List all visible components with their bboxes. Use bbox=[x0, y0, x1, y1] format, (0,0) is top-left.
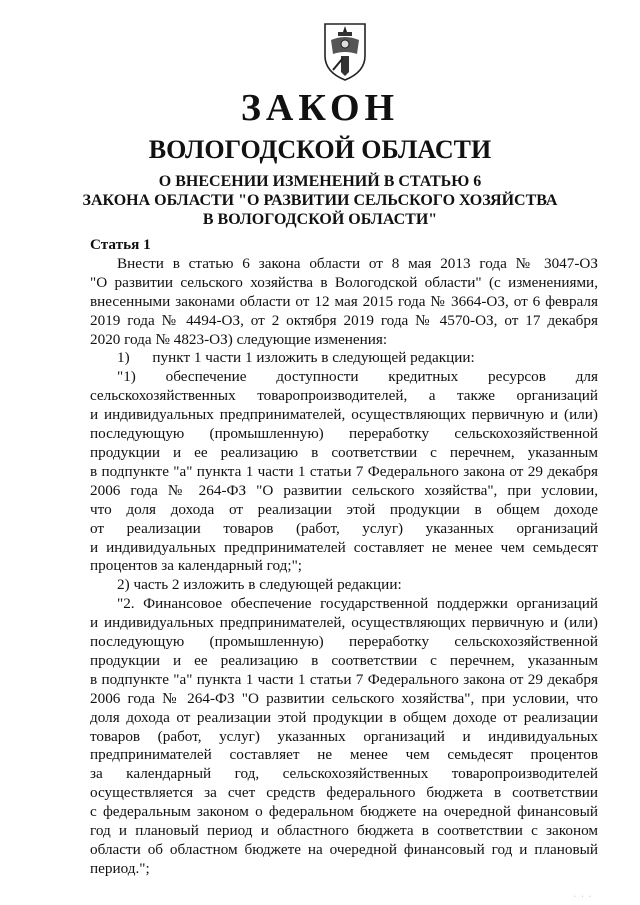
text-line: продукции и ее реализацию в соответствии с перечнем, указанным bbox=[90, 651, 598, 669]
text-line: год и плановый период и областного бюджета в соответствии с законом bbox=[90, 822, 598, 840]
text-line: Внести в статью 6 закона области от 8 мая 2013 года № 3047-ОЗ bbox=[117, 254, 598, 272]
vologda-coat-of-arms-icon bbox=[321, 20, 369, 82]
text-line: от реализации товаров (работ, услуг) указанных организаций bbox=[90, 519, 598, 537]
text-line: сельскохозяйственных товаропроизводителей, а также организаций bbox=[90, 387, 598, 405]
page-mark: · · · bbox=[574, 894, 593, 900]
subtitle-line: ЗАКОНА ОБЛАСТИ "О РАЗВИТИИ СЕЛЬСКОГО ХОЗЯЙСТВА bbox=[82, 192, 558, 209]
subtitle-line: О ВНЕСЕНИИ ИЗМЕНЕНИЙ В СТАТЬЮ 6 bbox=[158, 173, 482, 190]
document-subtitle bbox=[80, 172, 560, 229]
text-line: в подпункте "а" пункта 1 части 1 статьи 7 Федерального закона от 29 декабря bbox=[90, 670, 598, 688]
document-region: ВОЛОГОДСКОЙ ОБЛАСТИ bbox=[148, 135, 492, 164]
text-line: в подпункте "а" пункта 1 части 1 статьи 7 Федерального закона от 29 декабря bbox=[90, 462, 598, 480]
text-line: последующую (промышленную) переработку сельскохозяйственной bbox=[90, 633, 598, 651]
text-line: с федеральным законом о федеральном бюджете на очередной финансовый bbox=[90, 803, 598, 821]
text-line: и индивидуальных предпринимателей, осуществляющих первичную и (или) bbox=[90, 406, 598, 424]
text-line: "О развитии сельского хозяйства в Вологодской области" (с изменениями, bbox=[90, 273, 598, 291]
text-line: "1) обеспечение доступности кредитных ресурсов для bbox=[117, 368, 598, 386]
text-line: что доля дохода от реализации этой продукции в общем доходе bbox=[90, 500, 598, 518]
text-line: и индивидуальных предпринимателей составляет не менее чем семьдесят bbox=[90, 538, 598, 556]
text-line: 2019 года № 4494-ОЗ, от 2 октября 2019 года № 4570-ОЗ, от 17 декабря bbox=[90, 311, 598, 329]
text-line: товаров (работ, услуг) указанных организаций и индивидуальных bbox=[90, 727, 598, 745]
text-line: области об областном бюджете на очередной финансовый год и плановый bbox=[90, 841, 598, 858]
text-line: осуществляется за счет средств федерального бюджета в соответствии bbox=[90, 784, 598, 802]
text-line: и индивидуальных предпринимателей, осуществляющих первичную и (или) bbox=[90, 614, 598, 632]
text-line: доля дохода от реализации этой продукции в общем доходе от реализации bbox=[90, 708, 598, 726]
text-line: за календарный год, сельскохозяйственных товаропроизводителей bbox=[90, 765, 598, 783]
text-line: последующую (промышленную) переработку сельскохозяйственной bbox=[90, 425, 598, 443]
text-line: 1) пункт 1 части 1 изложить в следующей редакции: bbox=[117, 349, 475, 367]
text-line: процентов за календарный год;"; bbox=[90, 557, 303, 575]
text-line: 2) часть 2 изложить в следующей редакции: bbox=[117, 576, 402, 594]
document-title: ЗАКОН bbox=[240, 87, 400, 129]
article-heading: Статья 1 bbox=[90, 236, 151, 253]
text-line: период."; bbox=[90, 859, 150, 877]
text-line: 2020 года № 4823-ОЗ) следующие изменения: bbox=[90, 330, 388, 348]
text-line: 2006 года № 264-ФЗ "О развитии сельского хозяйства", при условии, что bbox=[90, 689, 598, 707]
article-body bbox=[90, 236, 598, 879]
text-line: предпринимателей составляет не менее чем семьдесят процентов bbox=[90, 746, 598, 764]
text-line: внесенными законами области от 12 мая 2015 года № 3664-ОЗ, от 6 февраля bbox=[90, 292, 598, 310]
subtitle-line: В ВОЛОГОДСКОЙ ОБЛАСТИ" bbox=[202, 211, 438, 228]
text-line: "2. Финансовое обеспечение государственной поддержки организаций bbox=[117, 595, 598, 613]
text-line: продукции и ее реализацию в соответствии с перечнем, указанным bbox=[90, 443, 598, 461]
text-line: 2006 года № 264-ФЗ "О развитии сельского хозяйства", при условии, bbox=[90, 481, 598, 499]
